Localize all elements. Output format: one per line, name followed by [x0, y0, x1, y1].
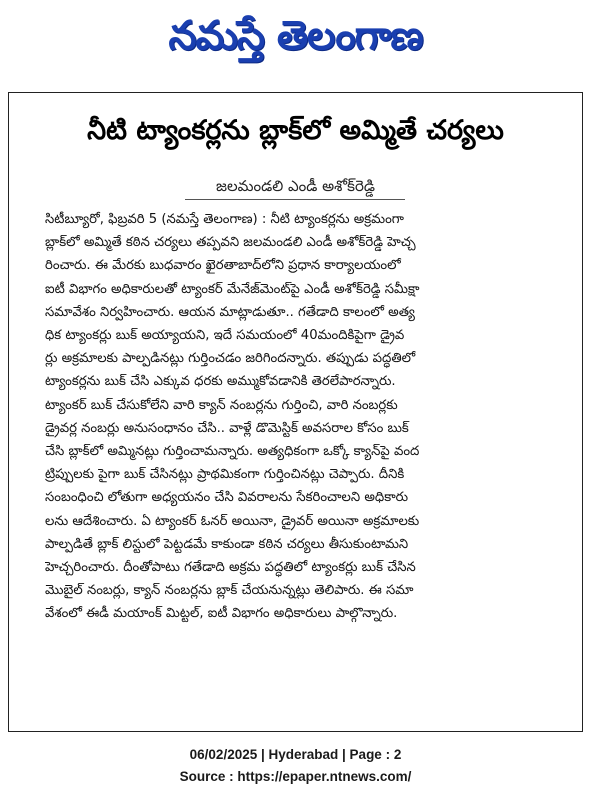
article-line: ధిక ట్యాంకర్లు బుక్ అయ్యాయని, ఇదే సమయంలో 40మందికిపైగా డ్రైవ [45, 328, 405, 344]
article-line: హెచ్చరించారు. దీంతోపాటు గతేడాది అక్రమ పద్ధతిలో ట్యాంకర్లు బుక్ చేసిన [45, 560, 416, 576]
article-clipping [8, 92, 583, 732]
article-line: ట్యాంకర్ బుక్ చేసుకోలేని వారి క్యాన్ నంబర్లను గుర్తించి, వారి నంబర్లకు [45, 397, 398, 413]
article-line: సమావేశం నిర్వహించారు. ఆయన మాట్లాడుతూ.. గతేడాది కాలంలో అత్య [45, 304, 415, 320]
masthead-logo: నమస్తే తెలంగాణ [168, 13, 423, 59]
article-line: రించారు. ఈ మేరకు బుధవారం ఖైరతాబాద్‌లోని ప్రధాన కార్యాలయంలో [45, 258, 401, 274]
byline-underline [185, 199, 405, 200]
article-line: మొబైల్ నంబర్లు, క్యాన్ నంబర్లను బ్లాక్ చేయనున్నట్లు తెలిపారు. ఈ సమా [45, 583, 414, 599]
article-line: ట్యాంకర్లను బుక్ చేసి ఎక్కువ ధరకు అమ్ముకోవడానికి తెరలేపారన్నారు. [45, 374, 396, 390]
article-line: వేశంలో ఈడీ మయాంక్ మిట్టల్, ఐటీ విభాగం అధికారులు పాల్గొన్నారు. [45, 606, 398, 622]
article-line: చేసి బ్లాక్‌లో అమ్మినట్లు గుర్తించామన్నారు. అత్యధికంగా ఒక్కో క్యాన్‌పై వంద [45, 444, 420, 460]
newspaper-masthead [0, 0, 591, 80]
article-line: లను ఆదేశించారు. ఏ ట్యాంకర్ ఓనర్ అయినా, డ్రైవర్ అయినా అక్రమాలకు [45, 513, 420, 529]
source-link[interactable]: Source : https://epaper.ntnews.com/ [179, 769, 412, 784]
article-line: సిటీబ్యూరో, ఫిబ్రవరి 5 (నమస్తే తెలంగాణ) : నీటి ట్యాంకర్లను అక్రమంగా [45, 212, 404, 227]
article-byline: జలమండలి ఎండీ అశోక్‌రెడ్డి [216, 177, 375, 195]
article-headline: నీటి ట్యాంకర్లను బ్లాక్‌లో అమ్మితే చర్యలు [87, 115, 504, 146]
article-line: సంబంధించి లోతుగా అధ్యయనం చేసి వివరాలను సేకరించాలని అధికారు [45, 490, 409, 506]
article-line: ట్రిప్పులకు పైగా బుక్ చేసినట్లు ప్రాథమికంగా గుర్తించినట్లు చెప్పారు. దీనికి [45, 467, 405, 483]
article-line: డ్రైవర్ల నంబర్లు అనుసంధానం చేసి.. వాళ్లే డొమెస్టిక్ అవసరాల కోసం బుక్ [45, 420, 409, 436]
article-line: పాల్పడితే బ్లాక్ లిస్టులో పెట్టడమే కాకుండా కఠిన చర్యలు తీసుకుంటామని [45, 536, 409, 552]
page-footer [0, 744, 591, 788]
article-line: బ్లాక్‌లో అమ్మితే కఠిన చర్యలు తప్పవని జలమండలి ఎండీ అశోక్‌రెడ్డి హెచ్చ [45, 235, 416, 251]
article-line: ఐటీ విభాగం అధికారులతో ట్యాంకర్ మేనేజ్‌మెంట్‌పై ఎండీ అశోక్‌రెడ్డి సమీక్షా [45, 281, 420, 297]
edition-info: 06/02/2025 | Hyderabad | Page : 2 [189, 747, 402, 762]
article-line: ర్లు అక్రమాలకు పాల్పడినట్లు గుర్తించడం జరిగిందన్నారు. తప్పుడు పద్ధతిలో [45, 351, 416, 367]
article-body [45, 208, 563, 626]
